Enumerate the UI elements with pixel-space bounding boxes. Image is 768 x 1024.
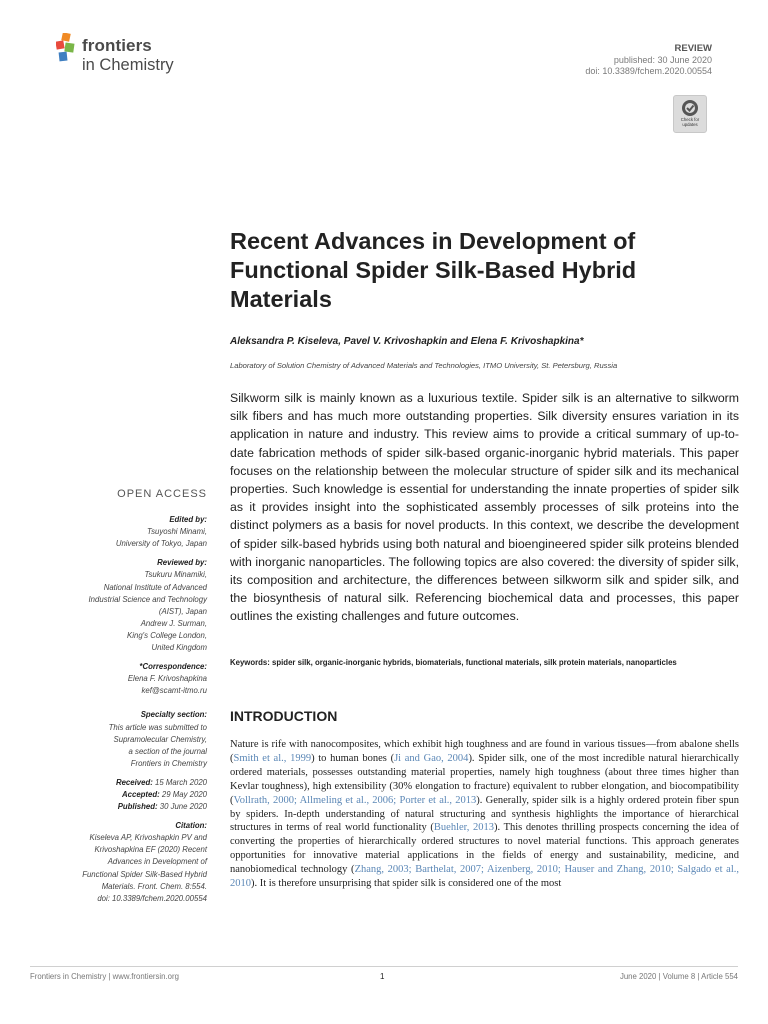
footer-issue-info: June 2020 | Volume 8 | Article 554 xyxy=(619,972,738,981)
intro-text: ). It is therefore unsurprising that spider silk is considered one of the most xyxy=(251,878,562,890)
sidebar-line: Advances in Development of xyxy=(107,857,207,867)
keywords xyxy=(230,657,739,669)
sidebar-line: This article was submitted to xyxy=(108,722,207,732)
abstract: Silkworm silk is mainly known as a luxurious textile. Spider silk is an alternative to silkworm silk fibers and has much more outstanding properties. Silk diversity ensures variation in its application in nature and industry. This review aims to provide a critical summary of up-to-date fabrication methods of spider silk-based organic-inorganic hybrid materials. This paper focuses on the relationship between the molecular structure of spider silk and its mechanical properties. Such knowledge is essential for understanding the innate properties of spider silk as it provides insight into the sophisticated assembly processes of silk proteins into the distinct polymers as a basis for novel products. In this context, we describe the development of spider silk-based hybrids using both natural and bioengineered spider silk proteins blended with inorganic nanoparticles. The following topics are also covered: the diversity of spider silk, its composition and architecture, the differences between silkworm silk and spider silk, and the biosynthesis of natural silk. Referencing biochemical data and processes, this paper outlines the existing challenges and future outcomes. xyxy=(230,391,739,624)
sidebar-line: Kiseleva AP, Krivoshapkin PV and xyxy=(89,833,207,843)
edited-by-label: Edited by: xyxy=(169,515,207,525)
sidebar-line: Andrew J. Surman, xyxy=(140,618,207,628)
journal-name-line1: frontiers xyxy=(82,36,152,55)
introduction-body xyxy=(230,738,739,891)
sidebar-line[interactable]: kef@scamt-itmo.ru xyxy=(141,686,207,696)
page-number: 1 xyxy=(380,972,385,981)
published-date-sidebar: 30 June 2020 xyxy=(159,802,207,812)
article-type: REVIEW xyxy=(674,43,712,54)
keywords-label: Keywords: xyxy=(230,658,270,667)
reviewed-by-list xyxy=(7,569,207,654)
article-meta xyxy=(585,43,712,78)
sidebar-line: National Institute of Advanced xyxy=(103,582,207,592)
sidebar-line: Materials. Front. Chem. 8:554. xyxy=(101,881,207,891)
sidebar-line: King's College London, xyxy=(127,630,207,640)
intro-text: ). This denotes thrilling prospects concerning the idea of converting the properties of hierarchically ordered structures to novel material functions. This approach generates opportunities for innovative material applications in the fields of energy and sustainability, medicine, and nanobiomedical technology ( xyxy=(230,822,739,876)
article-info-sidebar xyxy=(7,488,207,905)
sidebar-line: Krivoshapkina EF (2020) Recent xyxy=(94,845,207,855)
sidebar-line: Frontiers in Chemistry xyxy=(130,758,207,768)
published-row xyxy=(7,801,207,813)
citation-link[interactable]: Buehler, 2013 xyxy=(433,822,495,834)
accepted-date: 29 May 2020 xyxy=(161,789,207,799)
sidebar-line: Elena F. Krivoshapkina xyxy=(127,674,207,684)
sidebar-line: Supramolecular Chemistry, xyxy=(113,734,207,744)
received-date: 15 March 2020 xyxy=(154,777,207,787)
specialty-section-list xyxy=(7,722,207,770)
check-for-updates-badge[interactable] xyxy=(673,95,707,133)
specialty-section-label: Specialty section: xyxy=(140,710,207,720)
accepted-label: Accepted: xyxy=(122,789,160,799)
intro-text: ). Spider silk, one of the most incredible natural hierarchically ordered materials, possesses outstanding material properties, namely high toughness (about three times higher than Kevlar toughness), high extensibility (30% elongation to fracture) equivalent to rubber elongation, and biocompatibility ( xyxy=(230,752,739,806)
journal-name-line2: in Chemistry xyxy=(82,56,174,74)
sidebar-line: Tsukuru Minamiki, xyxy=(144,570,207,580)
citation-link[interactable]: Ji and Gao, 2004 xyxy=(394,752,469,764)
intro-text: ) to human bones ( xyxy=(311,752,395,764)
keywords-text: spider silk, organic-inorganic hybrids, biomaterials, functional materials, silk protein materials, nanoparticles xyxy=(272,658,677,667)
received-row xyxy=(7,777,207,789)
check-updates-icon xyxy=(680,99,700,117)
sidebar-line: United Kingdom xyxy=(151,643,207,653)
intro-text: Nature is rife with nanocomposites, which exhibit high toughness and are found in various tissues—from abalone shells ( xyxy=(230,739,739,764)
sidebar-line: (AIST), Japan xyxy=(158,606,207,616)
published-date: published: 30 June 2020 xyxy=(613,54,712,65)
correspondence-label: *Correspondence: xyxy=(139,662,207,672)
citation-link[interactable]: Zhang, 2003; Barthelat, 2007; Aizenberg, 2010; Hauser and Zhang, 2010; Salgado et al., 2010 xyxy=(230,864,740,890)
sidebar-line: University of Tokyo, Japan xyxy=(115,539,207,549)
sidebar-line: Industrial Science and Technology xyxy=(88,594,207,604)
footer-journal[interactable]: Frontiers in Chemistry | www.frontiersin.org xyxy=(30,972,179,981)
affiliation: Laboratory of Solution Chemistry of Advanced Materials and Technologies, ITMO University, St. Petersburg, Russia xyxy=(230,361,618,370)
citation-link[interactable]: Vollrath, 2000; Allmeling et al., 2006; Porter et al., 2013 xyxy=(233,794,477,806)
journal-logo[interactable] xyxy=(56,33,196,79)
check-updates-label: Check for updates xyxy=(680,117,700,127)
sidebar-line: Tsuyoshi Minami, xyxy=(147,527,207,537)
citation-label: Citation: xyxy=(175,821,207,831)
intro-text: ). Generally, spider silk is a highly ordered protein fiber spun by spiders. In-depth understanding of natural structuring and synthesis highlights the importance of hierarchical structures in terms of real world functionality ( xyxy=(230,794,739,834)
article-title: Recent Advances in Development of Functional Spider Silk-Based Hybrid Materials xyxy=(230,228,637,312)
correspondence-list xyxy=(7,673,207,697)
citation-link[interactable]: Smith et al., 1999 xyxy=(233,752,312,764)
section-heading-introduction: INTRODUCTION xyxy=(230,708,338,724)
citation-list xyxy=(7,832,207,905)
article-doi[interactable]: doi: 10.3389/fchem.2020.00554 xyxy=(585,66,712,76)
received-label: Received: xyxy=(115,777,153,787)
footer-divider xyxy=(30,966,738,967)
sidebar-line: doi: 10.3389/fchem.2020.00554 xyxy=(97,893,207,903)
sidebar-line: Functional Spider Silk-Based Hybrid xyxy=(82,869,207,879)
edited-by-list xyxy=(7,526,207,550)
authors: Aleksandra P. Kiseleva, Pavel V. Krivoshapkin and Elena F. Krivoshapkina* xyxy=(230,336,584,347)
frontiers-logo-icon xyxy=(56,33,78,63)
accepted-row xyxy=(7,789,207,801)
published-label: Published: xyxy=(117,802,158,812)
sidebar-line: a section of the journal xyxy=(128,746,207,756)
reviewed-by-label: Reviewed by: xyxy=(157,558,207,568)
open-access-label: OPEN ACCESS xyxy=(117,488,207,500)
